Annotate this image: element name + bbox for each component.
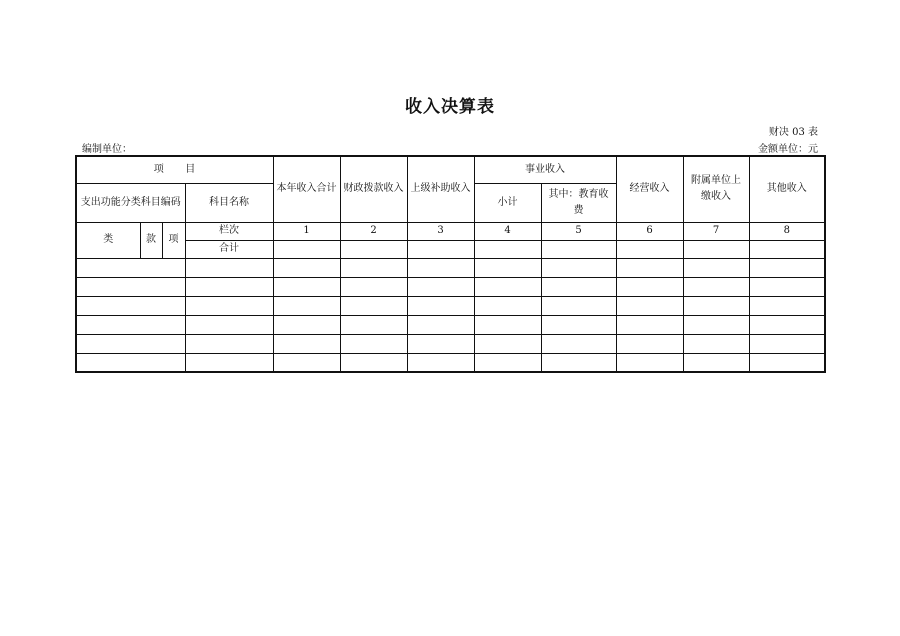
table-cell[interactable] bbox=[185, 258, 273, 277]
table-cell[interactable] bbox=[407, 353, 474, 372]
col-number-3: 3 bbox=[407, 222, 474, 240]
table-cell[interactable] bbox=[541, 353, 616, 372]
table-row bbox=[76, 277, 825, 296]
table-cell[interactable] bbox=[474, 258, 541, 277]
header-operating: 经营收入 bbox=[616, 156, 683, 222]
table-cell[interactable] bbox=[407, 277, 474, 296]
col-number-5: 5 bbox=[541, 222, 616, 240]
label-lei: 类 bbox=[76, 222, 140, 258]
header-subtotal: 小计 bbox=[474, 183, 541, 222]
table-cell[interactable] bbox=[76, 353, 185, 372]
table-cell[interactable] bbox=[407, 296, 474, 315]
org-label: 编制单位： bbox=[82, 144, 132, 155]
header-class-code: 支出功能分类科目编码 bbox=[76, 183, 185, 222]
table-cell[interactable] bbox=[474, 240, 541, 258]
col-number-7: 7 bbox=[683, 222, 749, 240]
table-cell[interactable] bbox=[474, 296, 541, 315]
table-cell[interactable] bbox=[407, 334, 474, 353]
table-cell[interactable] bbox=[541, 334, 616, 353]
table-cell[interactable] bbox=[76, 334, 185, 353]
table-cell[interactable] bbox=[185, 296, 273, 315]
page-title: 收入决算表 bbox=[405, 97, 495, 117]
label-heji: 合计 bbox=[185, 240, 273, 258]
table-cell[interactable] bbox=[185, 353, 273, 372]
table-cell[interactable] bbox=[340, 296, 407, 315]
table-row bbox=[76, 334, 825, 353]
table-cell[interactable] bbox=[185, 277, 273, 296]
table-cell[interactable] bbox=[76, 277, 185, 296]
table-cell[interactable] bbox=[474, 334, 541, 353]
col-number-4: 4 bbox=[474, 222, 541, 240]
label-kuan: 款 bbox=[140, 222, 162, 258]
header-edu-fee: 其中：教育收费 bbox=[541, 183, 616, 222]
table-row bbox=[76, 258, 825, 277]
header-subsidy: 上级补助收入 bbox=[407, 156, 474, 222]
table-cell[interactable] bbox=[749, 315, 825, 334]
table-cell[interactable] bbox=[616, 277, 683, 296]
table-row bbox=[76, 353, 825, 372]
table-cell[interactable] bbox=[616, 240, 683, 258]
table-cell[interactable] bbox=[273, 334, 340, 353]
table-cell[interactable] bbox=[616, 334, 683, 353]
header-other: 其他收入 bbox=[749, 156, 825, 222]
col-number-6: 6 bbox=[616, 222, 683, 240]
table-cell[interactable] bbox=[541, 296, 616, 315]
table-cell[interactable] bbox=[683, 296, 749, 315]
table-cell[interactable] bbox=[340, 353, 407, 372]
table-cell[interactable] bbox=[76, 296, 185, 315]
table-cell[interactable] bbox=[683, 353, 749, 372]
income-table bbox=[75, 155, 826, 373]
table-cell[interactable] bbox=[616, 296, 683, 315]
table-cell[interactable] bbox=[749, 277, 825, 296]
table-cell[interactable] bbox=[407, 315, 474, 334]
header-subject-name: 科目名称 bbox=[185, 183, 273, 222]
table-cell[interactable] bbox=[616, 315, 683, 334]
table-cell[interactable] bbox=[273, 353, 340, 372]
table-cell[interactable] bbox=[541, 258, 616, 277]
table-cell[interactable] bbox=[749, 240, 825, 258]
table-cell[interactable] bbox=[340, 315, 407, 334]
form-number: 财决 03 表 bbox=[768, 127, 818, 138]
col-number-2: 2 bbox=[340, 222, 407, 240]
table-cell[interactable] bbox=[749, 353, 825, 372]
table-cell[interactable] bbox=[749, 296, 825, 315]
table-cell[interactable] bbox=[474, 315, 541, 334]
header-fiscal: 财政拨款收入 bbox=[340, 156, 407, 222]
header-total: 本年收入合计 bbox=[273, 156, 340, 222]
col-number-8: 8 bbox=[749, 222, 825, 240]
table-row bbox=[76, 315, 825, 334]
table-cell[interactable] bbox=[76, 258, 185, 277]
table-cell[interactable] bbox=[340, 277, 407, 296]
table-cell[interactable] bbox=[407, 240, 474, 258]
table-cell[interactable] bbox=[683, 315, 749, 334]
header-business: 事业收入 bbox=[474, 156, 616, 183]
table-cell[interactable] bbox=[76, 315, 185, 334]
header-item: 项 目 bbox=[76, 156, 273, 183]
table-cell[interactable] bbox=[185, 334, 273, 353]
label-xiang: 项 bbox=[162, 222, 185, 258]
col-number-1: 1 bbox=[273, 222, 340, 240]
table-cell[interactable] bbox=[273, 258, 340, 277]
table-cell[interactable] bbox=[407, 258, 474, 277]
table-cell[interactable] bbox=[683, 334, 749, 353]
table-cell[interactable] bbox=[616, 258, 683, 277]
table-cell[interactable] bbox=[749, 334, 825, 353]
table-cell[interactable] bbox=[273, 315, 340, 334]
table-cell[interactable] bbox=[683, 240, 749, 258]
header-affiliated: 附属单位上缴收入 bbox=[683, 156, 749, 222]
table-cell[interactable] bbox=[541, 240, 616, 258]
table-cell[interactable] bbox=[541, 315, 616, 334]
table-cell[interactable] bbox=[340, 334, 407, 353]
table-cell[interactable] bbox=[474, 353, 541, 372]
table-cell[interactable] bbox=[541, 277, 616, 296]
table-row bbox=[76, 296, 825, 315]
table-cell[interactable] bbox=[683, 258, 749, 277]
table-cell[interactable] bbox=[273, 240, 340, 258]
table-cell[interactable] bbox=[749, 258, 825, 277]
table-cell[interactable] bbox=[273, 296, 340, 315]
table-cell[interactable] bbox=[185, 315, 273, 334]
table-cell[interactable] bbox=[683, 277, 749, 296]
table-cell[interactable] bbox=[273, 277, 340, 296]
table-cell[interactable] bbox=[340, 240, 407, 258]
table-cell[interactable] bbox=[616, 353, 683, 372]
amount-unit: 金额单位：元 bbox=[758, 144, 818, 155]
table-cell[interactable] bbox=[340, 258, 407, 277]
table-cell[interactable] bbox=[474, 277, 541, 296]
label-lanci: 栏次 bbox=[185, 222, 273, 240]
